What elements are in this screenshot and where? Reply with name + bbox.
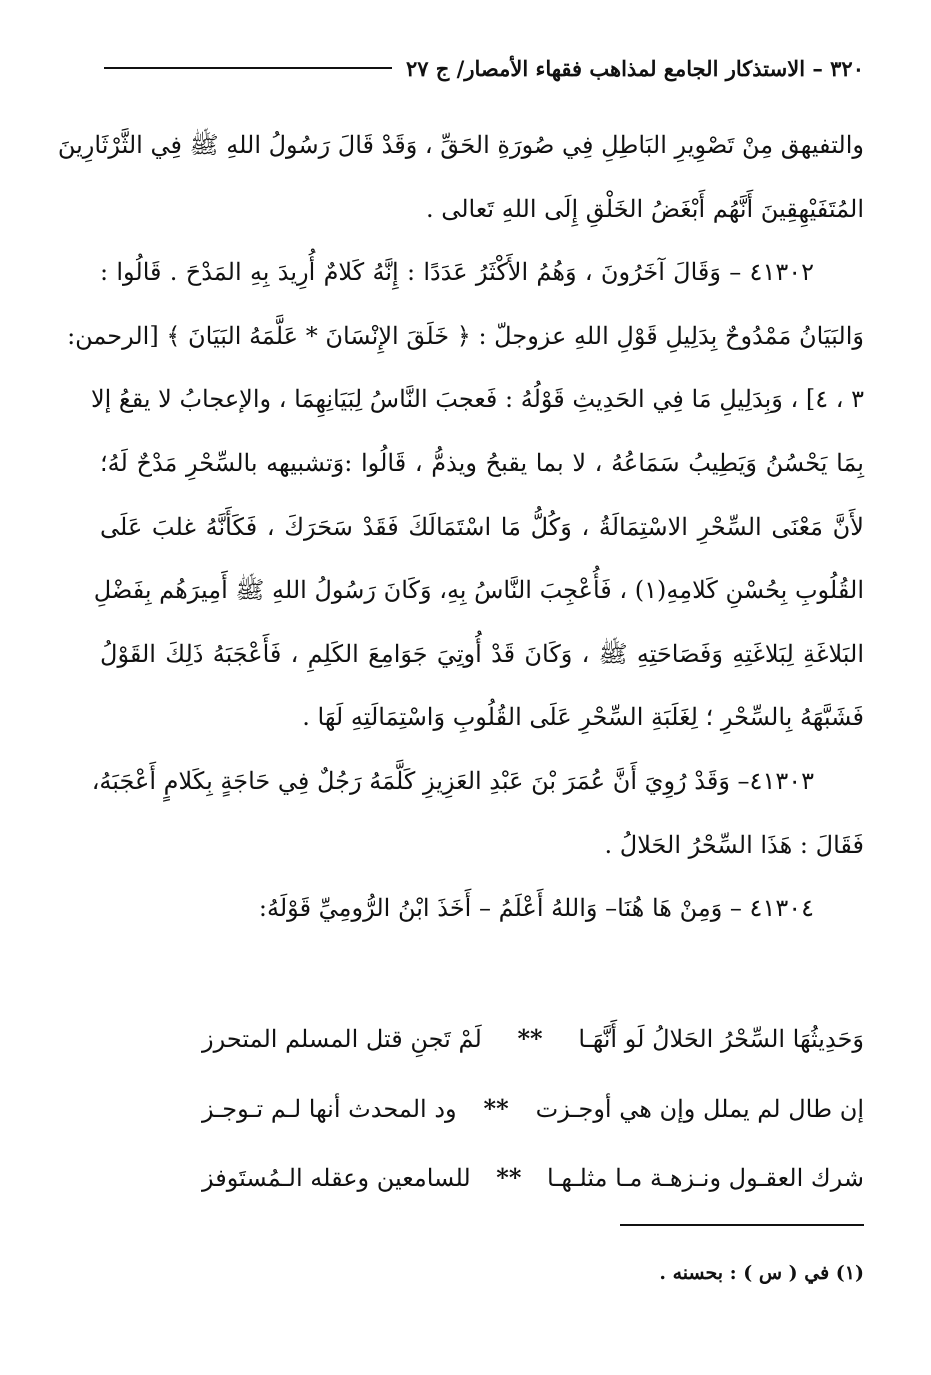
paragraph-41304-start: ٤١٣٠٤ – وَمِنْ هَا هُنَا– وَاللهُ أَعْلَمُ – أَخَذَ ابْنُ الرُّومِيِّ قَوْلَهُ: <box>258 894 814 923</box>
verse-first-hemistich: إن طال لم يملل وإن هي أوجـزت <box>535 1095 864 1123</box>
header-rule <box>104 67 392 69</box>
poem-verse <box>202 1165 864 1191</box>
verse-first-hemistich: شرك العقـول ونـزهـة مـا مثلـهـا <box>547 1164 864 1192</box>
footnote: (١) في ( س ) : بحسنه . <box>659 1262 864 1284</box>
text-line: بِمَا يَحْسُنُ وَيَطِيبُ سَمَاعُهُ ، لا بما يقبحُ ويذمُّ ، قَالُوا :وَتشبيهه بالسِّحْرِ مَدْحٌ لَهُ؛ <box>100 448 864 477</box>
page-header <box>104 48 864 88</box>
verse-second-hemistich: للسامعين وعقله الـمُستَوفز <box>202 1164 471 1192</box>
verse-separator: ** <box>483 1094 509 1123</box>
text-line: القُلُوبِ بِحُسْنِ كَلامِهِ(١) ، فَأُعْجِبَ النَّاسُ بِهِ، وَكَانَ رَسُولُ اللهِ ﷺ أَمِيرَهُم بِفَضْلِ <box>93 576 864 605</box>
verse-second-hemistich: ود المحدث أنها لـم تـوجـز <box>202 1095 457 1123</box>
verse-separator: ** <box>496 1163 522 1192</box>
body-text <box>57 131 864 959</box>
text-line: لأَنَّ مَعْنَى السِّحْرِ الاسْتِمَالَةُ ، وَكُلُّ مَا اسْتَمَالَكَ فَقَدْ سَحَرَكَ ، فَكَأَنَّهُ غلبَ عَلَى <box>100 512 864 541</box>
header-title: ٣٢٠ – الاستذكار الجامع لمذاهب فقهاء الأمصار/ ج ٢٧ <box>405 55 864 81</box>
verse-second-hemistich: لَمْ تَجنِ قتل المسلم المتحرز <box>202 1025 482 1053</box>
text-line: البَلاغَةِ لِبَلاغَتِهِ وَفَصَاحَتِهِ ﷺ ، وَكَانَ قَدْ أُوتِيَ جَوَامِعَ الكَلِمِ ، فَأَعْجَبَهُ ذَلِكَ القَوْلُ <box>100 639 864 668</box>
verse-separator: ** <box>517 1024 543 1053</box>
text-line: ٣ ، ٤] ، وَبِدَلِيلِ مَا فِي الحَدِيثِ قَوْلُهُ : فَعجبَ النَّاسُ لِبَيَانِهِمَا ، والإعجابُ لا يقعُ إلا <box>90 385 864 414</box>
paragraph-41302-start: ٤١٣٠٢ – وَقَالَ آخَرُونَ ، وَهُمُ الأَكْثَرُ عَدَدًا : إِنَّهُ كَلامٌ أُرِيدَ بِهِ المَدْحَ . قَالُوا : <box>100 258 814 287</box>
poem-verse <box>202 1026 864 1052</box>
poem-verse <box>202 1096 864 1122</box>
text-line: المُتَفَيْهِقِينَ أَنَّهُم أَبْغَضُ الخَلْقِ إِلَى اللهِ تَعالى . <box>425 194 864 223</box>
paragraph-41303-start: ٤١٣٠٣– وَقَدْ رُوِيَ أَنَّ عُمَرَ بْنَ عَبْدِ العَزِيزِ كَلَّمَهُ رَجُلٌ فِي حَاجَةٍ بِكَلامٍ أَعْجَبَهُ، <box>91 766 814 795</box>
text-line: وَالبَيَانُ مَمْدُوحٌ بِدَلِيلِ قَوْلِ اللهِ عزوجلّ : ﴿ خَلَقَ الإِنْسَانَ * عَلَّمَهُ البَيَانَ ﴾ [الرحمن: <box>67 321 864 350</box>
verse-first-hemistich: وَحَدِيثُهَا السِّحْرُ الحَلالُ لَو أَنَّهَـا <box>578 1025 864 1053</box>
footnote-rule <box>620 1224 864 1226</box>
text-line: والتفيهق مِنْ تَصْوِيرِ البَاطِلِ فِي صُورَةِ الحَقِّ ، وَقَدْ قَالَ رَسُولُ اللهِ ﷺ فِي الثَّرْثَارِينَ <box>57 131 864 159</box>
text-line: فَشَبَّهَهُ بِالسِّحْرِ ؛ لِغَلَبَةِ السِّحْرِ عَلَى القُلُوبِ وَاسْتِمَالَتِهِ لَهَا . <box>302 703 864 732</box>
text-line: فَقَالَ : هَذَا السِّحْرُ الحَلالُ . <box>604 830 864 859</box>
